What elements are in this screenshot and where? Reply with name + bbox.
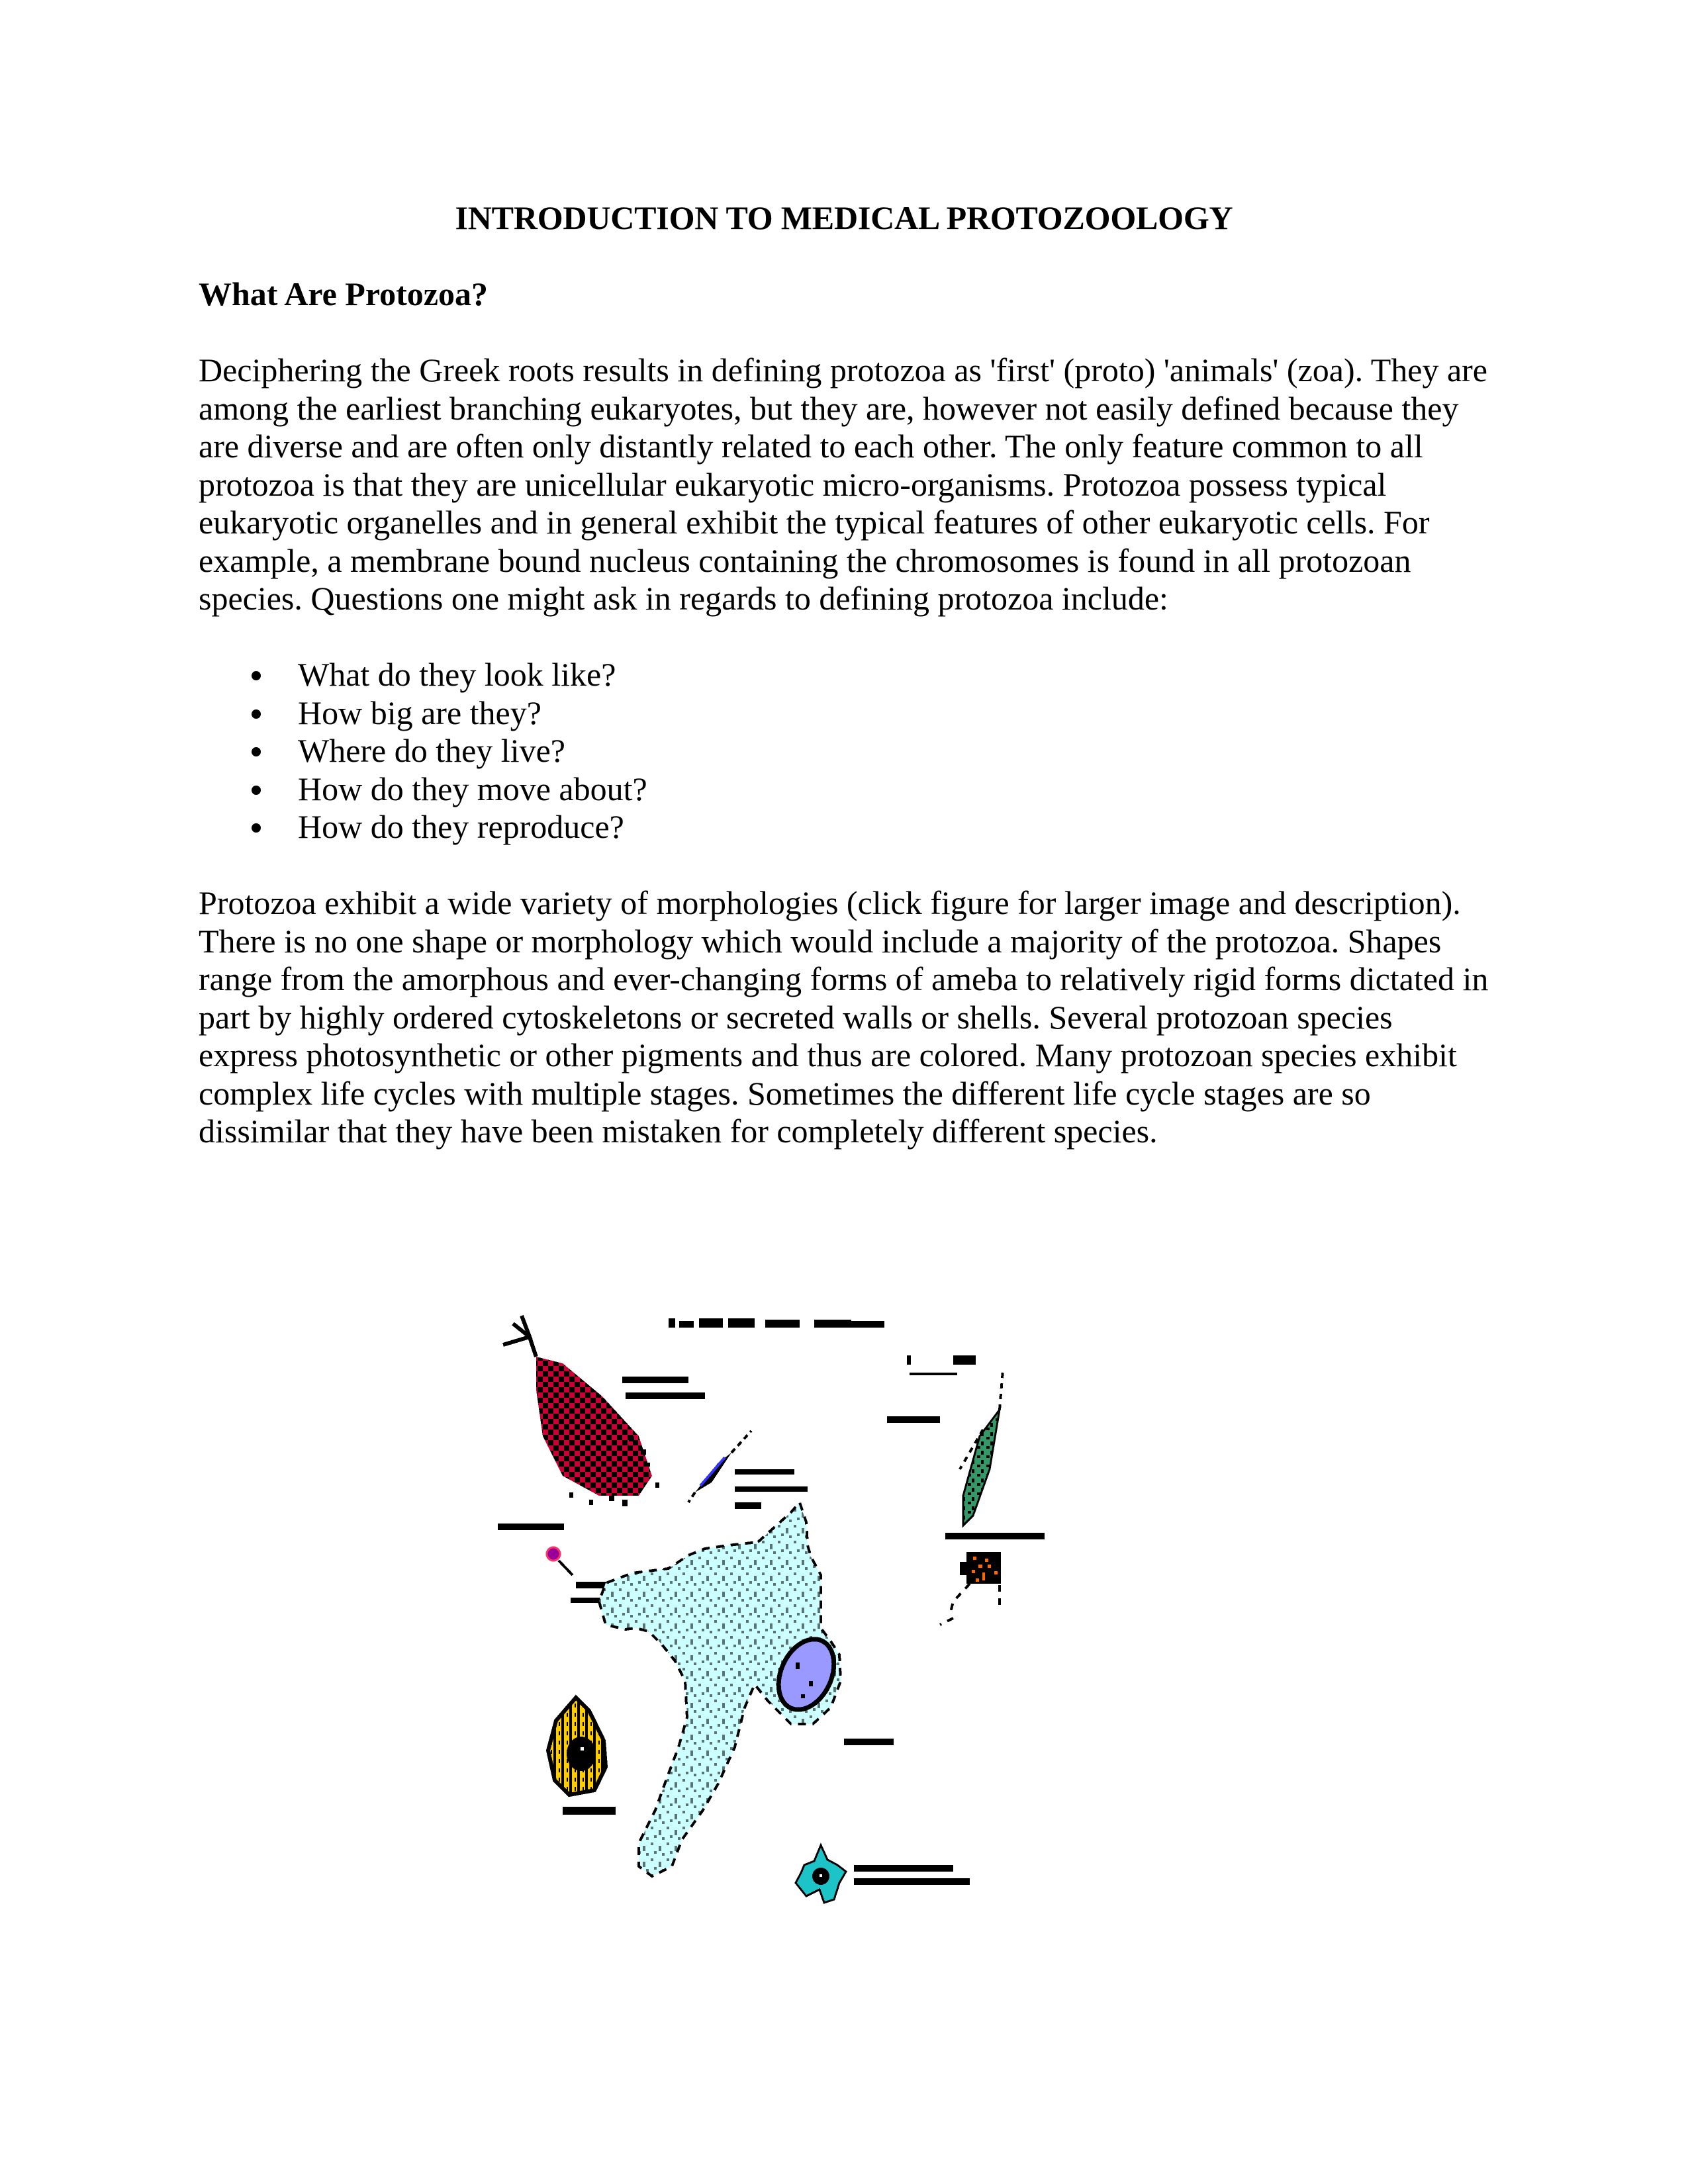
section-heading: What Are Protozoa? <box>199 275 488 312</box>
list-item-text: Where do they live? <box>298 732 565 769</box>
list-item <box>199 732 647 770</box>
questions-list <box>199 656 647 846</box>
star-shaped-cell-illustration <box>796 1845 970 1903</box>
paragraph-line: Protozoa exhibit a wide variety of morphologies (click figure for larger image and description). <box>199 884 1461 921</box>
bullet-icon <box>252 823 261 833</box>
figure-label-bars <box>622 1377 705 1399</box>
teardrop-flagellate-illustration <box>503 1316 659 1506</box>
document-title: INTRODUCTION TO MEDICAL PROTOZOOLOGY <box>455 199 1233 236</box>
slender-flagellate-illustration <box>688 1431 808 1509</box>
scale-bar <box>907 1355 976 1375</box>
list-item <box>199 808 647 846</box>
paragraph-line: dissimilar that they have been mistaken for completely different species. <box>199 1113 1158 1150</box>
list-item <box>199 770 647 809</box>
protozoa-figure[interactable] <box>490 1284 1086 1919</box>
intro-paragraph <box>199 351 1496 618</box>
list-item <box>199 656 647 694</box>
bullet-icon <box>252 786 261 795</box>
paragraph-line: are diverse and are often only distantly related to each other. The only feature common to all <box>199 428 1423 465</box>
oval-cyst-illustration <box>548 1698 616 1815</box>
paragraph-line: range from the amorphous and ever-changing forms of ameba to relatively rigid forms dictated in <box>199 960 1489 997</box>
morphology-paragraph <box>199 884 1496 1151</box>
bullet-icon <box>252 747 261 756</box>
list-item-text: How big are they? <box>298 694 541 731</box>
paragraph-line: protozoa is that they are unicellular eukaryotic micro-organisms. Protozoa possess typical <box>199 465 1387 503</box>
ciliate-illustration <box>940 1533 1045 1625</box>
paragraph-line: part by highly ordered cytoskeletons or secreted walls or shells. Several protozoan species <box>199 998 1393 1036</box>
elongated-flagellate-illustration <box>887 1370 1003 1525</box>
bullet-icon <box>252 671 261 680</box>
paragraph-line: eukaryotic organelles and in general exhibit the typical features of other eukaryotic cells. For <box>199 504 1430 541</box>
paragraph-line: express photosynthetic or other pigments and thus are colored. Many protozoan species exhibit <box>199 1036 1457 1073</box>
list-item-text: What do they look like? <box>298 656 616 693</box>
paragraph-line: among the earliest branching eukaryotes, but they are, however not easily defined because they <box>199 389 1459 427</box>
protozoa-illustration[interactable] <box>490 1284 1086 1919</box>
paragraph-line: complex life cycles with multiple stages. Sometimes the different life cycle stages are so <box>199 1074 1371 1112</box>
paragraph-line: Deciphering the Greek roots results in defining protozoa as 'first' (proto) 'animals' (zoa). They are <box>199 351 1487 388</box>
list-item-text: How do they reproduce? <box>298 808 624 845</box>
list-item-text: How do they move about? <box>298 770 647 807</box>
list-item <box>199 694 647 733</box>
paragraph-line: There is no one shape or morphology which would include a majority of the protozoa. Shapes <box>199 922 1442 960</box>
ameba-illustration <box>599 1502 894 1876</box>
paragraph-line: species. Questions one might ask in regards to defining protozoa include: <box>199 580 1168 617</box>
bullet-icon <box>252 709 261 719</box>
figure-title-text <box>669 1318 884 1328</box>
paragraph-line: example, a membrane bound nucleus containing the chromosomes is found in all protozoan <box>199 541 1411 579</box>
